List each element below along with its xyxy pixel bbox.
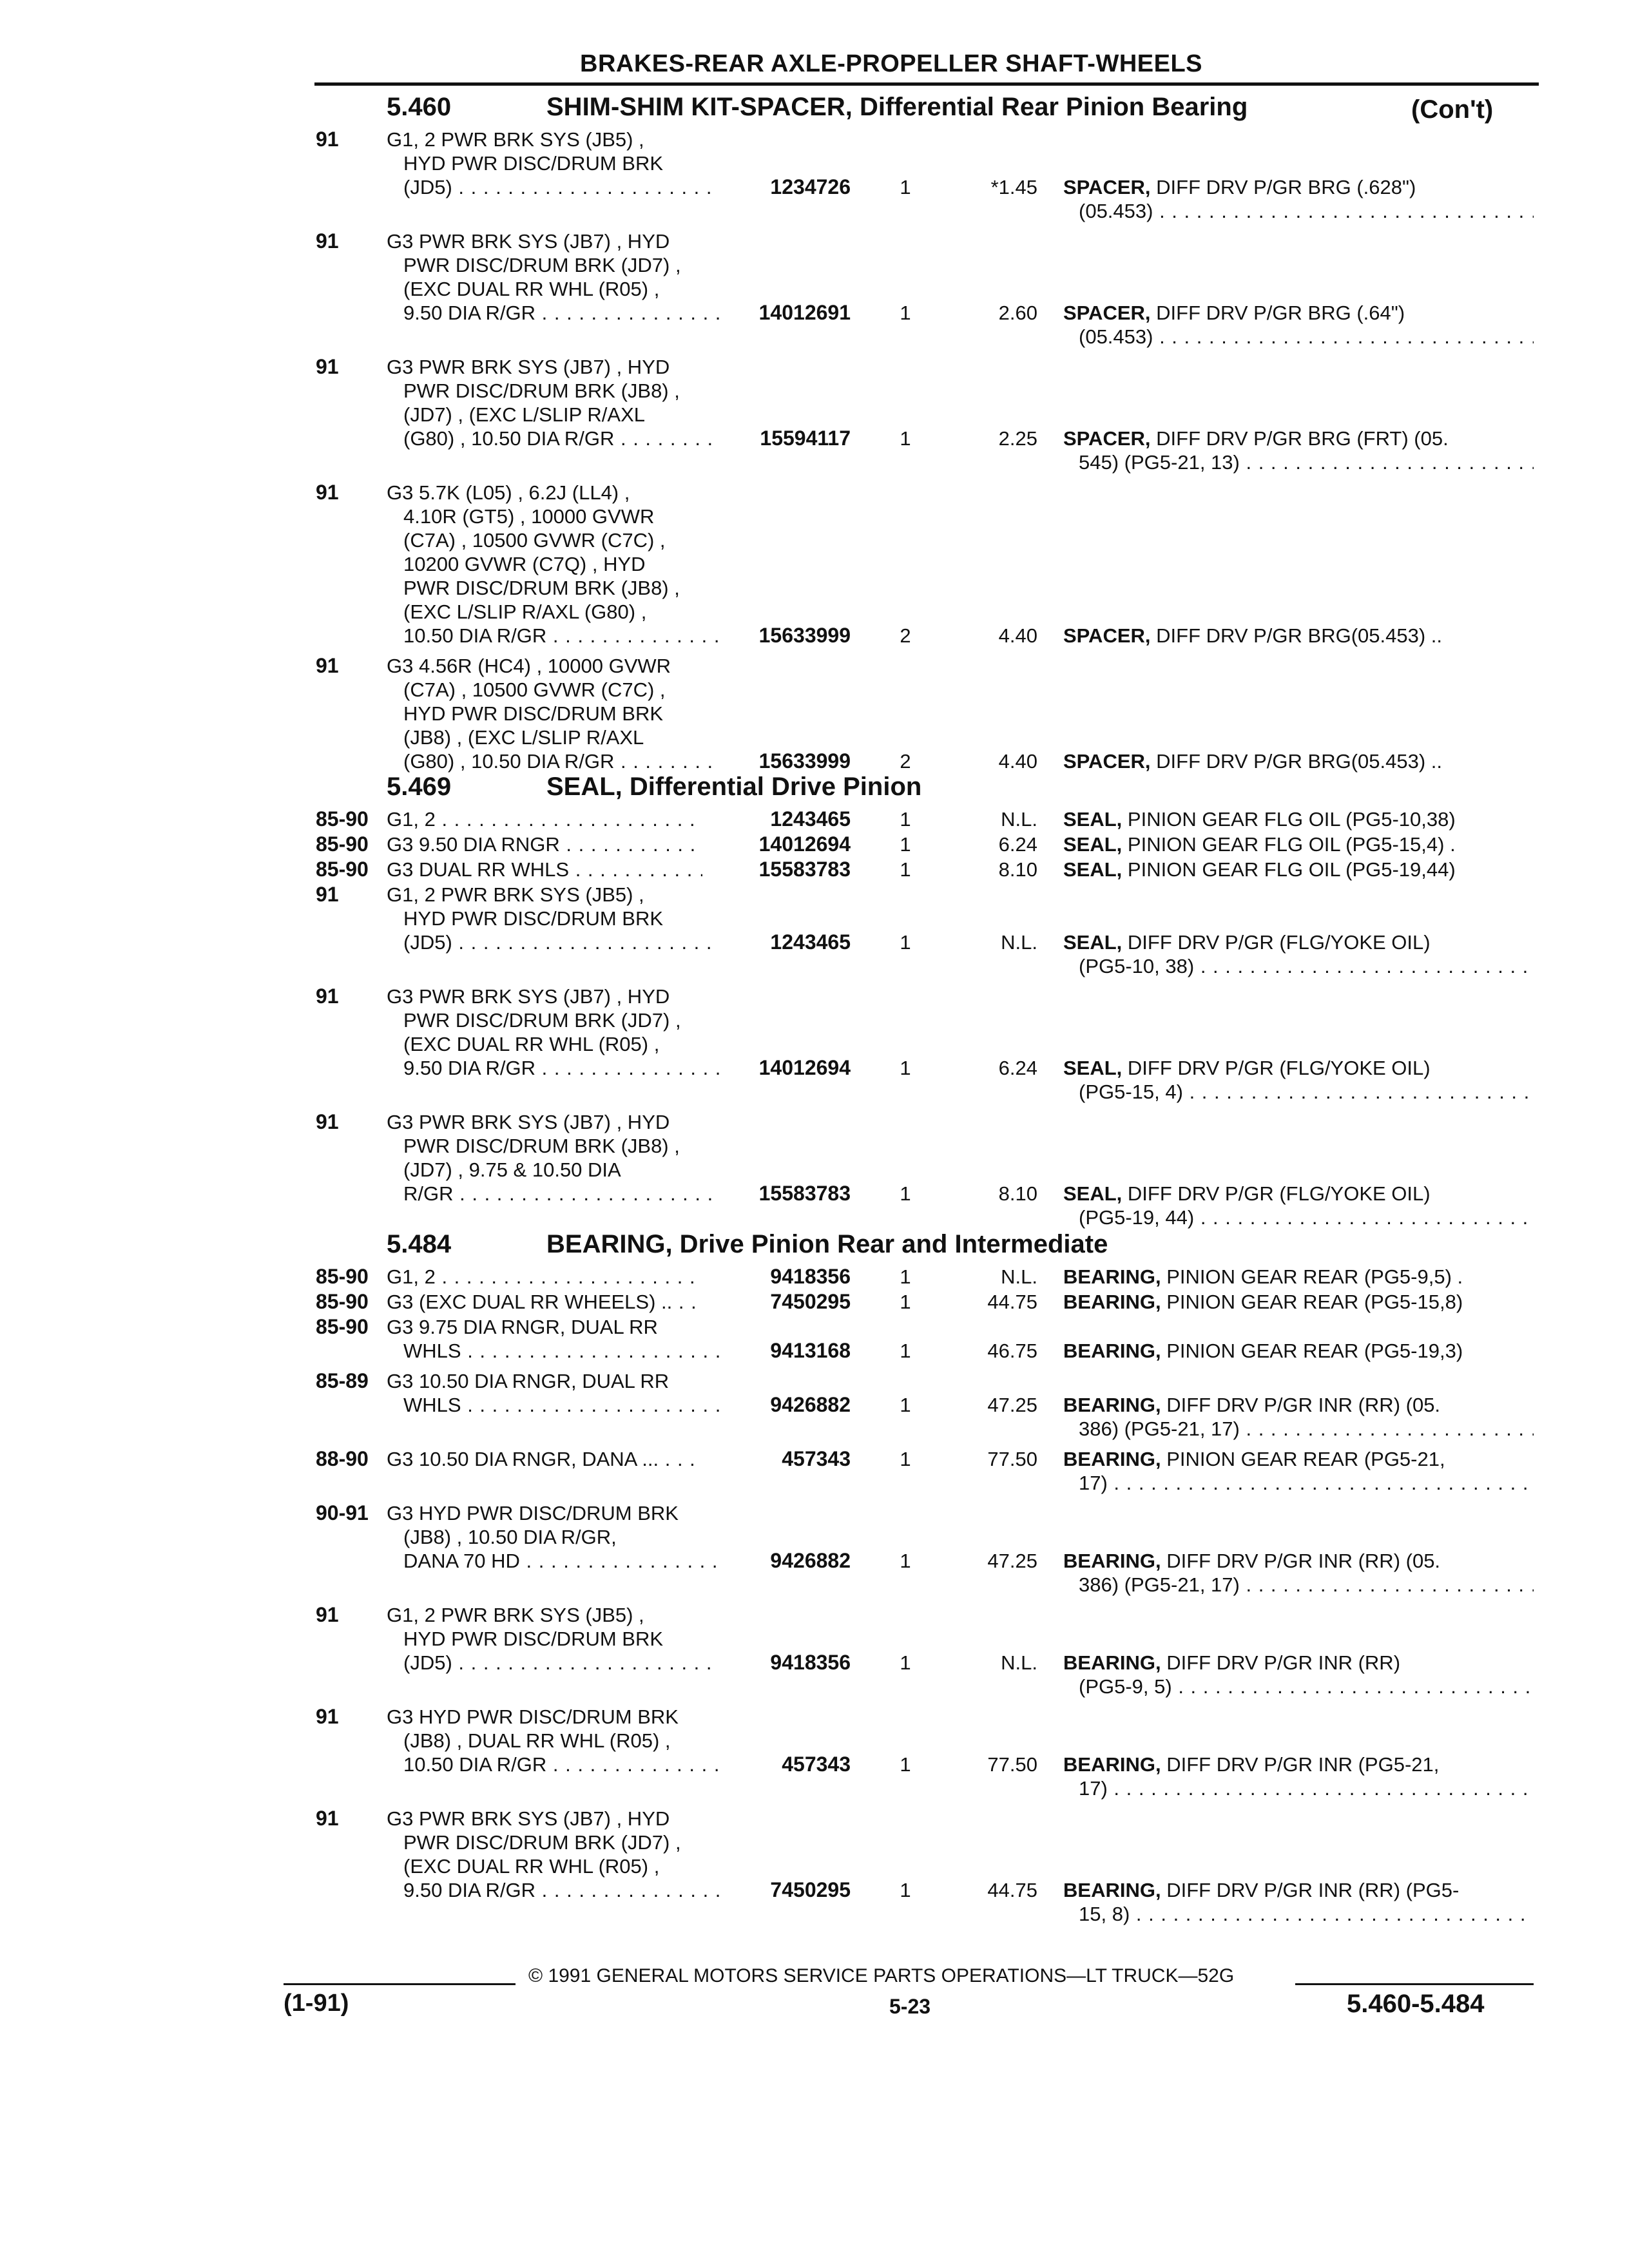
part-number: 9426882 [770, 1549, 851, 1572]
part-name-description [1063, 1265, 1534, 1289]
part-name-description [1063, 1651, 1534, 1698]
quantity: 1 [900, 1182, 911, 1205]
model-years: 91 [316, 1705, 339, 1728]
section-number: 5.469 [387, 773, 452, 801]
parts-entry [316, 1110, 1534, 1229]
parts-entry [316, 1705, 1534, 1800]
model-years: 85-90 [316, 832, 369, 856]
part-name-description [1063, 427, 1534, 474]
part-desc-text: DIFF DRV P/GR BRG(05.453) .. [1156, 624, 1443, 647]
description-line: G3 HYD PWR DISC/DRUM BRK [387, 1502, 679, 1524]
description-line: 4.10R (GT5) , 10000 GVWR [403, 505, 655, 528]
price: N.L. [1001, 931, 1037, 954]
part-desc-text: (05.453) [1079, 325, 1153, 348]
quantity: 1 [900, 1651, 911, 1674]
page-title: BRAKES-REAR AXLE-PROPELLER SHAFT-WHEELS [580, 50, 1203, 77]
section-number: 5.460 [387, 93, 452, 121]
quantity: 2 [900, 750, 911, 773]
part-desc-text: PINION GEAR REAR (PG5-21, [1166, 1448, 1445, 1470]
part-number: 1243465 [770, 930, 851, 954]
part-desc-text: DIFF DRV P/GR INR (RR) (05. [1166, 1394, 1441, 1416]
part-name: SPACER, [1063, 624, 1151, 647]
part-name-description [1063, 1339, 1534, 1363]
quantity: 2 [900, 624, 911, 647]
part-desc-text: 386) (PG5-21, 17) [1079, 1418, 1240, 1440]
description-line: (C7A) , 10500 GVWR (C7C) , [403, 678, 666, 701]
part-name-description [1063, 301, 1534, 349]
part-desc-text: DIFF DRV P/GR (FLG/YOKE OIL) [1127, 1182, 1431, 1205]
part-desc-line [1063, 1878, 1534, 1902]
part-desc-line [1063, 1675, 1534, 1698]
parts-entry [316, 128, 1534, 223]
footer-page-number: 5-23 [889, 1995, 931, 2018]
model-years: 91 [316, 654, 339, 677]
part-desc-text: DIFF DRV P/GR BRG (FRT) (05. [1156, 427, 1449, 450]
parts-entry [316, 1265, 1534, 1289]
parts-entry [316, 1807, 1534, 1926]
model-years: 88-90 [316, 1447, 369, 1470]
description-line: HYD PWR DISC/DRUM BRK [403, 907, 664, 930]
description-line: (JD7) , 9.75 & 10.50 DIA [403, 1158, 621, 1181]
part-number: 7450295 [770, 1878, 851, 1901]
part-name-description [1063, 930, 1534, 978]
description-line: 9.50 DIA R/GR . . . [387, 301, 719, 325]
quantity: 1 [900, 176, 911, 198]
part-desc-line [1063, 832, 1534, 856]
model-years: 91 [316, 985, 339, 1008]
quantity: 1 [900, 808, 911, 831]
description-line: 10200 GVWR (C7Q) , HYD [403, 553, 646, 575]
part-number: 1243465 [770, 807, 851, 831]
part-number: 14012691 [758, 301, 851, 324]
quantity: 1 [900, 1265, 911, 1288]
part-desc-text: DIFF DRV P/GR BRG(05.453) .. [1156, 750, 1443, 773]
footer-copyright: © 1991 GENERAL MOTORS SERVICE PARTS OPERATIONS—LT TRUCK—52G [528, 1965, 1235, 1986]
price: N.L. [1001, 808, 1037, 831]
description-line: (JD5) . . . [387, 930, 719, 954]
quantity: 1 [900, 833, 911, 856]
part-desc-text: 17) [1079, 1777, 1108, 1800]
description-line: 10.50 DIA R/GR . . . [387, 1753, 719, 1776]
description-line: PWR DISC/DRUM BRK (JD7) , [403, 254, 681, 276]
part-name-description [1063, 1753, 1534, 1800]
parts-entry [316, 1290, 1534, 1314]
description-line: PWR DISC/DRUM BRK (JB8) , [403, 1135, 680, 1157]
part-number: 14012694 [758, 832, 851, 856]
model-years: 85-90 [316, 1265, 369, 1288]
part-desc-line [1063, 624, 1534, 648]
page-header [314, 50, 1539, 86]
section-title: BEARING, Drive Pinion Rear and Intermediate [546, 1230, 1108, 1258]
part-desc-line [1063, 1471, 1534, 1495]
parts-entry [316, 883, 1534, 978]
price: 44.75 [987, 1879, 1037, 1901]
part-number: 9413168 [770, 1339, 851, 1362]
price: 47.25 [987, 1394, 1037, 1416]
part-desc-text: PINION GEAR REAR (PG5-19,3) [1166, 1340, 1463, 1362]
part-desc-text: DIFF DRV P/GR BRG (.628") [1156, 176, 1416, 198]
price: N.L. [1001, 1265, 1037, 1288]
part-desc-text: (PG5-10, 38) [1079, 955, 1195, 977]
description-line: R/GR . . . [387, 1182, 719, 1206]
part-desc-line [1063, 1393, 1534, 1417]
part-desc-line [1063, 954, 1534, 978]
model-years: 91 [316, 229, 339, 253]
quantity: 1 [900, 1550, 911, 1572]
part-desc-line [1063, 1080, 1534, 1104]
description-line: (EXC DUAL RR WHL (R05) , [403, 278, 660, 300]
part-desc-line [1063, 1182, 1534, 1206]
description-line: G3 5.7K (L05) , 6.2J (LL4) , [387, 481, 630, 504]
part-name: SPACER, [1063, 302, 1151, 324]
description-line: (EXC DUAL RR WHL (R05) , [403, 1033, 660, 1055]
parts-entry [316, 229, 1534, 349]
quantity: 1 [900, 1291, 911, 1313]
part-desc-text: (PG5-9, 5) [1079, 1675, 1172, 1698]
part-desc-text: DIFF DRV P/GR INR (RR) (PG5- [1166, 1879, 1460, 1901]
price: 6.24 [998, 833, 1037, 856]
part-name-description [1063, 624, 1534, 648]
description-line: PWR DISC/DRUM BRK (JB8) , [403, 577, 680, 599]
quantity: 1 [900, 858, 911, 881]
description-line: (JB8) , 10.50 DIA R/GR, [403, 1526, 617, 1548]
price: 4.40 [998, 624, 1037, 647]
part-desc-text: DIFF DRV P/GR (FLG/YOKE OIL) [1127, 1057, 1431, 1079]
part-name: BEARING, [1063, 1340, 1161, 1362]
part-desc-line [1063, 1902, 1534, 1926]
description-line: (EXC DUAL RR WHL (R05) , [403, 1855, 660, 1878]
quantity: 1 [900, 931, 911, 954]
description-line: G3 DUAL RR WHLS . . . [387, 858, 702, 881]
price: N.L. [1001, 1651, 1037, 1674]
description-line: G3 PWR BRK SYS (JB7) , HYD [387, 1807, 670, 1830]
description-line: (JD5) . . . [387, 1651, 719, 1675]
quantity: 1 [900, 427, 911, 450]
description-line: 10.50 DIA R/GR . . . [387, 624, 719, 648]
part-name: SPACER, [1063, 750, 1151, 773]
parts-entry [316, 654, 1534, 773]
description-line: (JB8) , DUAL RR WHL (R05) , [403, 1729, 671, 1752]
model-years: 91 [316, 1603, 339, 1626]
part-desc-line [1063, 325, 1534, 349]
description-line: G1, 2 PWR BRK SYS (JB5) , [387, 883, 644, 906]
model-years: 85-89 [316, 1369, 369, 1392]
description-line: DANA 70 HD . . . [387, 1549, 719, 1573]
model-years: 91 [316, 128, 339, 151]
parts-entry [316, 985, 1534, 1104]
part-number: 457343 [782, 1753, 851, 1776]
description-line: (JB8) , (EXC L/SLIP R/AXL [403, 726, 644, 749]
part-number: 9418356 [770, 1265, 851, 1288]
description-line: G3 (EXC DUAL RR WHEELS) .. . . . [387, 1290, 702, 1314]
description-line: 9.50 DIA R/GR . . . [387, 1056, 719, 1080]
price: 2.25 [998, 427, 1037, 450]
section-title: SEAL, Differential Drive Pinion [546, 773, 922, 801]
description-line: G1, 2 . . . [387, 1265, 702, 1289]
part-desc-text: (PG5-15, 4) [1079, 1081, 1183, 1103]
part-name-description [1063, 1447, 1534, 1495]
description-line: (G80) , 10.50 DIA R/GR . . . [387, 427, 719, 450]
part-number: 9426882 [770, 1393, 851, 1416]
price: 77.50 [987, 1753, 1037, 1776]
part-name: SEAL, [1063, 858, 1123, 881]
description-line: G3 4.56R (HC4) , 10000 GVWR [387, 655, 671, 677]
part-name: BEARING, [1063, 1448, 1161, 1470]
section-5-460 [316, 90, 1534, 780]
description-line: G3 PWR BRK SYS (JB7) , HYD [387, 230, 670, 253]
part-name: BEARING, [1063, 1291, 1161, 1313]
footer-section-range: 5.460-5.484 [1347, 1990, 1485, 2018]
parts-entry [316, 1603, 1534, 1698]
part-number: 457343 [782, 1447, 851, 1470]
part-name-description [1063, 1056, 1534, 1104]
description-line: G3 10.50 DIA RNGR, DUAL RR [387, 1370, 670, 1392]
description-line: G1, 2 PWR BRK SYS (JB5) , [387, 1604, 644, 1626]
application-description [387, 481, 1037, 648]
price: 44.75 [987, 1291, 1037, 1313]
description-line: 9.50 DIA R/GR . . . [387, 1878, 719, 1902]
model-years: 91 [316, 1807, 339, 1830]
part-desc-line [1063, 1417, 1534, 1441]
part-name: BEARING, [1063, 1394, 1161, 1416]
price: 6.24 [998, 1057, 1037, 1079]
part-desc-text: 545) (PG5-21, 13) [1079, 451, 1240, 474]
part-name: SEAL, [1063, 1057, 1123, 1079]
parts-entry [316, 355, 1534, 474]
model-years: 91 [316, 481, 339, 504]
part-name-description [1063, 1182, 1534, 1229]
footer-rule-right [1295, 1983, 1534, 1985]
model-years: 91 [316, 1110, 339, 1133]
quantity: 1 [900, 302, 911, 324]
section-5-469 [316, 770, 1534, 1236]
description-line: PWR DISC/DRUM BRK (JD7) , [403, 1009, 681, 1032]
part-name-description [1063, 1878, 1534, 1926]
part-desc-line [1063, 930, 1534, 954]
model-years: 85-90 [316, 858, 369, 881]
part-name: SEAL, [1063, 833, 1123, 856]
part-desc-line [1063, 1290, 1534, 1314]
description-line: G3 PWR BRK SYS (JB7) , HYD [387, 1111, 670, 1133]
section-title: SHIM-SHIM KIT-SPACER, Differential Rear Pinion Bearing [546, 93, 1248, 121]
quantity: 1 [900, 1057, 911, 1079]
description-line: PWR DISC/DRUM BRK (JD7) , [403, 1831, 681, 1854]
footer-date-code: (1-91) [284, 1990, 349, 2017]
description-line: G3 10.50 DIA RNGR, DANA ... . . . [387, 1447, 702, 1471]
model-years: 85-90 [316, 1315, 369, 1338]
part-number: 15633999 [758, 624, 851, 647]
part-number: 1234726 [770, 175, 851, 198]
description-line: WHLS . . . [387, 1393, 719, 1417]
part-number: 15594117 [760, 427, 851, 450]
part-desc-line [1063, 301, 1534, 325]
part-name: SPACER, [1063, 176, 1151, 198]
description-line: G3 PWR BRK SYS (JB7) , HYD [387, 356, 670, 378]
price: 47.25 [987, 1550, 1037, 1572]
part-name: SEAL, [1063, 931, 1123, 954]
description-line: HYD PWR DISC/DRUM BRK [403, 1628, 664, 1650]
part-name-description [1063, 832, 1534, 856]
part-name: BEARING, [1063, 1265, 1161, 1288]
parts-entry [316, 1501, 1534, 1597]
part-desc-line [1063, 858, 1534, 881]
part-desc-line [1063, 175, 1534, 199]
quantity: 1 [900, 1340, 911, 1362]
description-line: G3 PWR BRK SYS (JB7) , HYD [387, 985, 670, 1008]
section-5-484 [316, 1227, 1534, 1932]
part-name: BEARING, [1063, 1550, 1161, 1572]
description-line: G3 9.50 DIA RNGR . . . [387, 832, 702, 856]
quantity: 1 [900, 1394, 911, 1416]
part-desc-line [1063, 1265, 1534, 1289]
part-desc-text: PINION GEAR REAR (PG5-9,5) . [1166, 1265, 1463, 1288]
description-line: HYD PWR DISC/DRUM BRK [403, 702, 664, 725]
quantity: 1 [900, 1753, 911, 1776]
parts-entry [316, 807, 1534, 831]
parts-entry [316, 1369, 1534, 1441]
price: 4.40 [998, 750, 1037, 773]
part-number: 15583783 [758, 1182, 851, 1205]
part-desc-line [1063, 1573, 1534, 1597]
description-line: (EXC L/SLIP R/AXL (G80) , [403, 601, 647, 623]
section-heading [316, 770, 1534, 807]
parts-entry [316, 832, 1534, 856]
part-desc-line [1063, 1056, 1534, 1080]
continued-label: (Con't) [1411, 95, 1494, 124]
part-name-description [1063, 807, 1534, 831]
model-years: 85-90 [316, 807, 369, 831]
price: 2.60 [998, 302, 1037, 324]
part-name-description [1063, 1290, 1534, 1314]
part-desc-line [1063, 1206, 1534, 1229]
part-desc-text: DIFF DRV P/GR INR (RR) (05. [1166, 1550, 1441, 1572]
section-heading [316, 90, 1534, 128]
part-number: 14012694 [758, 1056, 851, 1079]
part-desc-text: PINION GEAR FLG OIL (PG5-19,44) [1127, 858, 1456, 881]
description-line: G3 HYD PWR DISC/DRUM BRK [387, 1706, 679, 1728]
price: 8.10 [998, 858, 1037, 881]
part-desc-text: 386) (PG5-21, 17) [1079, 1573, 1240, 1596]
model-years: 91 [316, 883, 339, 906]
part-desc-line [1063, 1776, 1534, 1800]
part-desc-text: (05.453) [1079, 200, 1153, 222]
price: 8.10 [998, 1182, 1037, 1205]
part-number: 9418356 [770, 1651, 851, 1674]
part-desc-line [1063, 199, 1534, 223]
part-desc-line [1063, 1339, 1534, 1363]
part-desc-text: DIFF DRV P/GR INR (PG5-21, [1166, 1753, 1440, 1776]
parts-entry [316, 858, 1534, 881]
model-years: 91 [316, 355, 339, 378]
description-line: (JD7) , (EXC L/SLIP R/AXL [403, 403, 645, 426]
part-name-description [1063, 1549, 1534, 1597]
description-line: G1, 2 PWR BRK SYS (JB5) , [387, 128, 644, 151]
part-desc-line [1063, 1753, 1534, 1776]
part-desc-text: PINION GEAR FLG OIL (PG5-10,38) [1127, 808, 1456, 831]
part-desc-text: 17) [1079, 1472, 1108, 1494]
part-desc-text: DIFF DRV P/GR BRG (.64") [1156, 302, 1405, 324]
part-desc-text: 15, 8) [1079, 1903, 1130, 1925]
part-name: BEARING, [1063, 1651, 1161, 1674]
description-line: HYD PWR DISC/DRUM BRK [403, 152, 664, 175]
price: 77.50 [987, 1448, 1037, 1470]
part-name: SEAL, [1063, 808, 1123, 831]
part-desc-text: PINION GEAR FLG OIL (PG5-15,4) . [1127, 833, 1456, 856]
section-heading [316, 1227, 1534, 1265]
description-line: G1, 2 . . . [387, 807, 702, 831]
part-desc-text: DIFF DRV P/GR INR (RR) [1166, 1651, 1401, 1674]
description-line: (C7A) , 10500 GVWR (C7C) , [403, 529, 666, 552]
part-name-description [1063, 1393, 1534, 1441]
part-number: 7450295 [770, 1290, 851, 1313]
description-line: (G80) , 10.50 DIA R/GR . . . [387, 749, 719, 773]
quantity: 1 [900, 1448, 911, 1470]
part-desc-text: DIFF DRV P/GR (FLG/YOKE OIL) [1127, 931, 1431, 954]
parts-entry [316, 1447, 1534, 1495]
part-desc-line [1063, 1549, 1534, 1573]
part-name: BEARING, [1063, 1753, 1161, 1776]
parts-entry [316, 1315, 1534, 1363]
part-name-description [1063, 175, 1534, 223]
part-desc-line [1063, 450, 1534, 474]
section-number: 5.484 [387, 1230, 452, 1258]
description-line: PWR DISC/DRUM BRK (JB8) , [403, 380, 680, 402]
parts-entry [316, 481, 1534, 648]
description-line: WHLS . . . [387, 1339, 719, 1363]
quantity: 1 [900, 1879, 911, 1901]
part-desc-text: PINION GEAR REAR (PG5-15,8) [1166, 1291, 1463, 1313]
part-name: SEAL, [1063, 1182, 1123, 1205]
part-number: 15583783 [758, 858, 851, 881]
part-desc-line [1063, 1651, 1534, 1675]
footer-rule-left [284, 1983, 516, 1985]
description-line: (JD5) . . . [387, 175, 719, 199]
model-years: 85-90 [316, 1290, 369, 1313]
model-years: 90-91 [316, 1501, 369, 1524]
price: 46.75 [987, 1340, 1037, 1362]
price: *1.45 [990, 176, 1037, 198]
description-line: G3 9.75 DIA RNGR, DUAL RR [387, 1316, 658, 1338]
part-desc-line [1063, 427, 1534, 450]
part-desc-line [1063, 807, 1534, 831]
part-number: 15633999 [758, 749, 851, 773]
part-desc-text: (PG5-19, 44) [1079, 1206, 1195, 1229]
part-name: BEARING, [1063, 1879, 1161, 1901]
part-name-description [1063, 858, 1534, 881]
part-desc-line [1063, 1447, 1534, 1471]
part-name: SPACER, [1063, 427, 1151, 450]
